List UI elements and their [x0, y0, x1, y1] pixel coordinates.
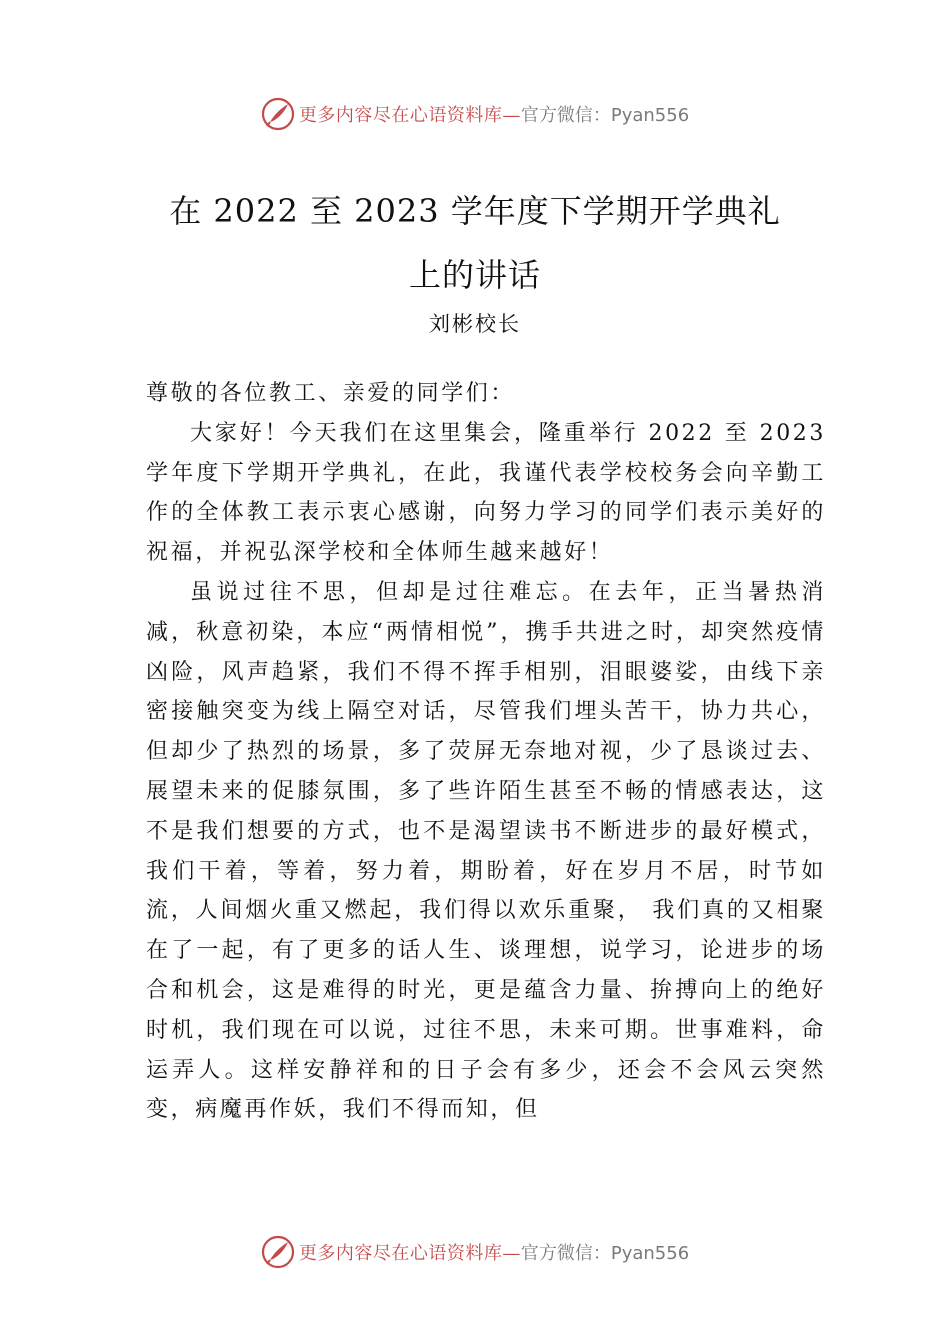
document-author: 刘彬校长 [429, 312, 521, 336]
watermark-gray-text: 官方微信：Pyan556 [520, 105, 690, 126]
quill-logo-icon [261, 97, 295, 131]
watermark-red-text: 更多内容尽在心语资料库— [298, 1243, 521, 1264]
watermark-red-text: 更多内容尽在心语资料库— [298, 105, 521, 126]
document-title-line-1: 在 2022 至 2023 学年度下学期开学典礼 [169, 192, 781, 230]
body-paragraph-2: 虽说过往不思，但却是过往难忘。在去年，正当暑热消减，秋意初染，本应“两情相悦”，携手共进之时，却突然疫情凶险，风声趋紧，我们不得不挥手相别，泪眼婆娑，由线下亲密接触突变为线上隔空对话，尽管我们埋头苦干，协力共心，但却少了热烈的场景，多了荧屏无奈地对视，少了恳谈过去、展望未来的促膝氛围，多了些许陌生甚至不畅的情感表达，这不是我们想要的方式，也不是渴望读书不断进步的最好模式，我们干着，等着，努力着，期盼着，好在岁月不居，时节如流，人间烟火重又燃起，我们得以欢乐重聚， 我们真的又相聚在了一起，有了更多的话人生、谈理想，说学习，论进步的场合和机会，这是难得的时光，更是蕴含力量、拚搏向上的绝好时机，我们现在可以说，过往不思，未来可期。世事难料，命运弄人。这样安静祥和的日子会有多少，还会不会风云突然变，病魔再作妖，我们不得而知，但 [146, 579, 826, 1123]
quill-logo-icon [261, 1235, 295, 1269]
header-watermark-banner [0, 94, 950, 134]
footer-watermark-banner [0, 1232, 950, 1272]
body-paragraph-1: 大家好！今天我们在这里集会，隆重举行 2022 至 2023 学年度下学期开学典礼，在此，我谨代表学校校务会向辛勤工作的全体教工表示衷心感谢，向努力学习的同学们表示美好的祝福，并祝弘深学校和全体师生越来越好！ [146, 420, 826, 566]
greeting-line: 尊敬的各位教工、亲爱的同学们： [146, 381, 516, 406]
watermark-gray-text: 官方微信：Pyan556 [520, 1243, 690, 1264]
document-title-line-2: 上的讲话 [408, 256, 541, 294]
document-body [146, 374, 826, 1130]
